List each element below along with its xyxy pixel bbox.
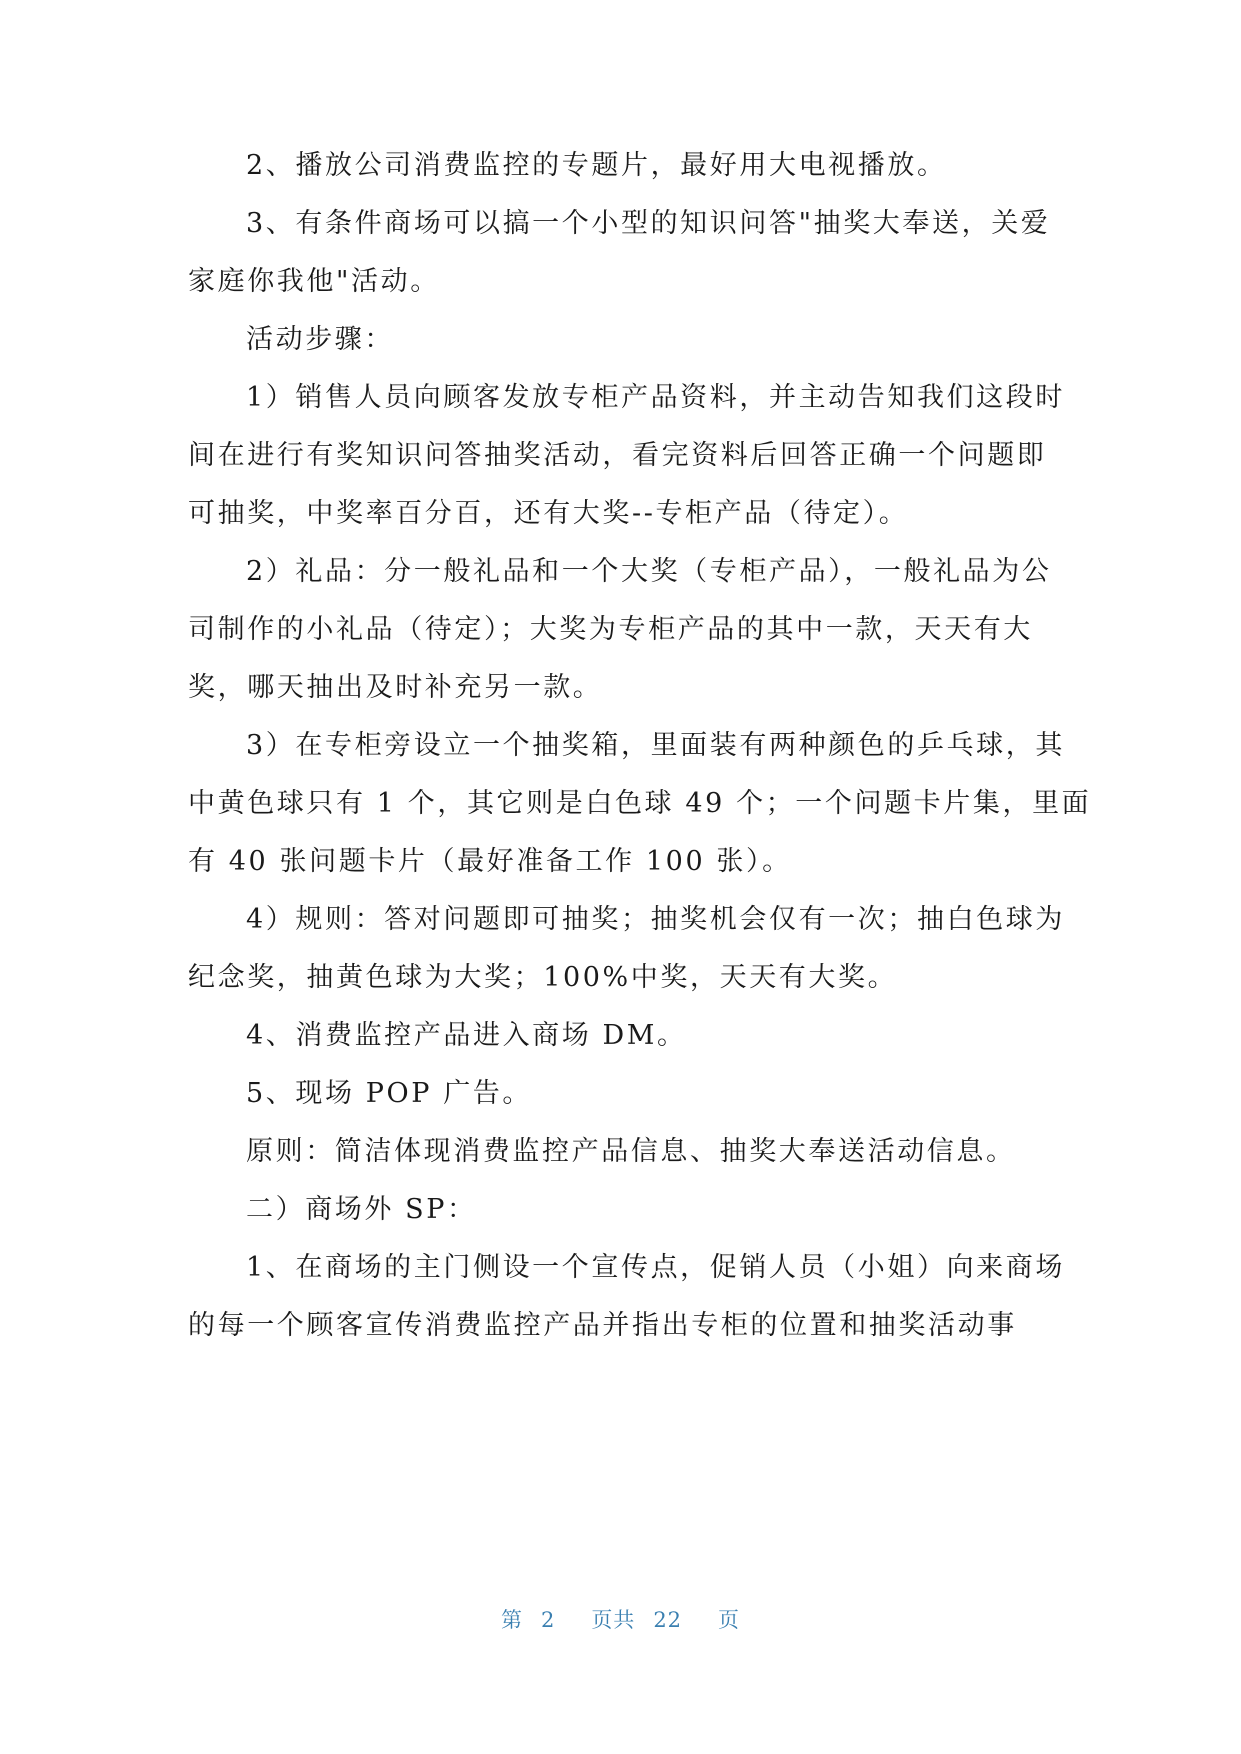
paragraph-line: 司制作的小礼品（待定）；大奖为专柜产品的其中一款，天天有大 — [188, 614, 1033, 645]
paragraph-line: 4、消费监控产品进入商场 DM。 — [246, 1020, 687, 1051]
paragraph-line: 中黄色球只有 1 个，其它则是白色球 49 个；一个问题卡片集，里面 — [188, 788, 1092, 819]
paragraph-line: 1）销售人员向顾客发放专柜产品资料，并主动告知我们这段时 — [246, 382, 1065, 413]
paragraph-line: 的每一个顾客宣传消费监控产品并指出专柜的位置和抽奖活动事 — [188, 1310, 1017, 1341]
paragraph-line: 家庭你我他"活动。 — [188, 266, 440, 297]
footer-middle: 页共 — [591, 1608, 636, 1632]
footer-page-number: 2 — [540, 1608, 556, 1632]
paragraph-line: 奖，哪天抽出及时补充另一款。 — [188, 672, 603, 703]
paragraph-line: 3、有条件商场可以搞一个小型的知识问答"抽奖大奉送，关爱 — [246, 208, 1051, 239]
paragraph-line: 1、在商场的主门侧设一个宣传点，促销人员（小姐）向来商场 — [246, 1252, 1065, 1283]
paragraph-line: 间在进行有奖知识问答抽奖活动，看完资料后回答正确一个问题即 — [188, 440, 1047, 471]
paragraph-line: 纪念奖，抽黄色球为大奖；100%中奖，天天有大奖。 — [188, 962, 898, 993]
paragraph-line: 5、现场 POP 广告。 — [246, 1078, 533, 1109]
paragraph-line: 活动步骤： — [246, 324, 394, 355]
paragraph-line: 3）在专柜旁设立一个抽奖箱，里面装有两种颜色的乒乓球，其 — [246, 730, 1065, 761]
paragraph-line: 二）商场外 SP： — [246, 1194, 477, 1225]
paragraph-line: 4）规则：答对问题即可抽奖；抽奖机会仅有一次；抽白色球为 — [246, 904, 1065, 935]
paragraph-line: 原则：简洁体现消费监控产品信息、抽奖大奉送活动信息。 — [246, 1136, 1016, 1167]
page-footer — [0, 1604, 1241, 1634]
paragraph-line: 2、播放公司消费监控的专题片，最好用大电视播放。 — [246, 150, 947, 181]
footer-total-pages: 22 — [653, 1608, 683, 1632]
footer-suffix: 页 — [718, 1608, 741, 1632]
paragraph-line: 2）礼品：分一般礼品和一个大奖（专柜产品），一般礼品为公 — [246, 556, 1052, 587]
paragraph-line: 可抽奖，中奖率百分百，还有大奖--专柜产品（待定）。 — [188, 498, 909, 529]
footer-prefix: 第 — [500, 1608, 523, 1632]
paragraph-line: 有 40 张问题卡片（最好准备工作 100 张）。 — [188, 846, 792, 877]
